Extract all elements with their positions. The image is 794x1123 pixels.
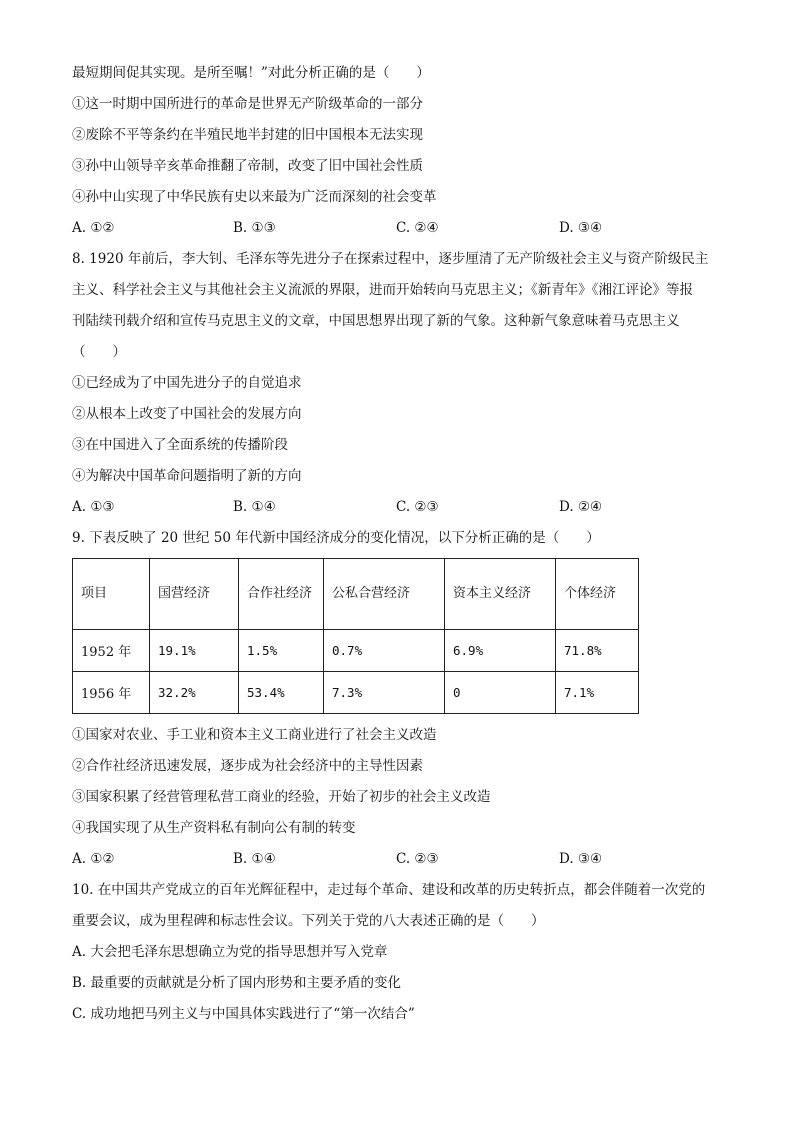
q7-options: [72, 213, 724, 244]
q8-stem-line-3: 刊陆续刊载介绍和宣传马克思主义的文章，中国思想界出现了新的气象。这种新气象意味着马克思主义: [72, 313, 680, 329]
q8-statement-3: ③在中国进入了全面系统的传播阶段: [72, 437, 288, 453]
q9-statement-3: ③国家积累了经营管理私营工商业的经验，开始了初步的社会主义改造: [72, 789, 491, 805]
table-header-cell: 项目: [73, 559, 150, 630]
q9-option-b[interactable]: B. ①④: [233, 851, 276, 867]
table-cell: 1.5%: [239, 630, 324, 672]
economy-table: [72, 558, 639, 714]
table-header-cell: 个体经济: [556, 559, 639, 630]
table-cell: 53.4%: [239, 672, 324, 714]
q10-stem-line-2: 重要会议，成为里程碑和标志性会议。下列关于党的八大表述正确的是（ ）: [72, 913, 545, 929]
q10-stem-line-1: 10. 在中国共产党成立的百年光辉征程中，走过每个革命、建设和改革的历史转折点，都会伴随着一次党的: [72, 882, 706, 898]
table-cell: 1952 年: [73, 630, 150, 672]
table-header-cell: 资本主义经济: [445, 559, 556, 630]
q8-option-a[interactable]: A. ①③: [72, 499, 115, 515]
q8-option-d[interactable]: D. ②④: [559, 499, 603, 515]
q7-statement-3: ③孙中山领导辛亥革命推翻了帝制，改变了旧中国社会性质: [72, 158, 423, 174]
q9-statement-1: ①国家对农业、手工业和资本主义工商业进行了社会主义改造: [72, 727, 437, 743]
q7-option-c[interactable]: C. ②④: [396, 220, 439, 236]
q8-statement-2: ②从根本上改变了中国社会的发展方向: [72, 406, 302, 422]
q8-options: [72, 492, 724, 523]
table-cell: 0: [445, 672, 556, 714]
q8-option-b[interactable]: B. ①④: [233, 499, 276, 515]
q7-statement-4: ④孙中山实现了中华民族有史以来最为广泛而深刻的社会变革: [72, 189, 437, 205]
q8-statement-4: ④为解决中国革命问题指明了新的方向: [72, 468, 302, 484]
table-cell: 19.1%: [150, 630, 239, 672]
table-header-cell: 国营经济: [150, 559, 239, 630]
table-cell: 7.1%: [556, 672, 639, 714]
q9-option-a[interactable]: A. ①②: [72, 851, 115, 867]
q7-option-d[interactable]: D. ③④: [559, 220, 603, 236]
q9-options: [72, 844, 724, 875]
q9-option-d[interactable]: D. ③④: [559, 851, 603, 867]
q7-statement-1: ①这一时期中国所进行的革命是世界无产阶级革命的一部分: [72, 96, 423, 112]
q7-stem-tail: 最短期间促其实现。是所至嘱！”对此分析正确的是（ ）: [72, 65, 430, 81]
q10-option-b[interactable]: B. 最重要的贡献就是分析了国内形势和主要矛盾的变化: [72, 975, 402, 991]
q8-stem-line-4: （ ）: [72, 344, 126, 360]
table-row: [73, 672, 639, 714]
q7-option-b[interactable]: B. ①③: [233, 220, 276, 236]
q7-statement-2: ②废除不平等条约在半殖民地半封建的旧中国根本无法实现: [72, 127, 423, 143]
table-header-cell: 合作社经济: [239, 559, 324, 630]
table-cell: 1956 年: [73, 672, 150, 714]
q8-option-c[interactable]: C. ②③: [396, 499, 439, 515]
q7-option-a[interactable]: A. ①②: [72, 220, 115, 236]
exam-page: [72, 58, 724, 1030]
q10-option-a[interactable]: A. 大会把毛泽东思想确立为党的指导思想并写入党章: [72, 944, 388, 960]
table-cell: 6.9%: [445, 630, 556, 672]
q8-stem-line-2: 主义、科学社会主义与其他社会主义流派的界限，进而开始转向马克思主义；《新青年》《湘江评论》等报: [72, 282, 693, 298]
q8-stem-line-1: 8. 1920 年前后，李大钊、毛泽东等先进分子在探索过程中，逐步厘清了无产阶级社会主义与资产阶级民主: [72, 251, 709, 267]
table-cell: 7.3%: [324, 672, 445, 714]
table-cell: 71.8%: [556, 630, 639, 672]
table-header-cell: 公私合营经济: [324, 559, 445, 630]
q9-option-c[interactable]: C. ②③: [396, 851, 439, 867]
q8-statement-1: ①已经成为了中国先进分子的自觉追求: [72, 375, 302, 391]
table-row: [73, 630, 639, 672]
table-header-row: [73, 559, 639, 630]
table-cell: 0.7%: [324, 630, 445, 672]
q10-option-c[interactable]: C. 成功地把马列主义与中国具体实践进行了“第一次结合”: [72, 1006, 415, 1022]
q9-stem: 9. 下表反映了 20 世纪 50 年代新中国经济成分的变化情况，以下分析正确的是（ ）: [72, 530, 600, 546]
q9-statement-4: ④我国实现了从生产资料私有制向公有制的转变: [72, 820, 356, 836]
table-cell: 32.2%: [150, 672, 239, 714]
q9-statement-2: ②合作社经济迅速发展，逐步成为社会经济中的主导性因素: [72, 758, 423, 774]
